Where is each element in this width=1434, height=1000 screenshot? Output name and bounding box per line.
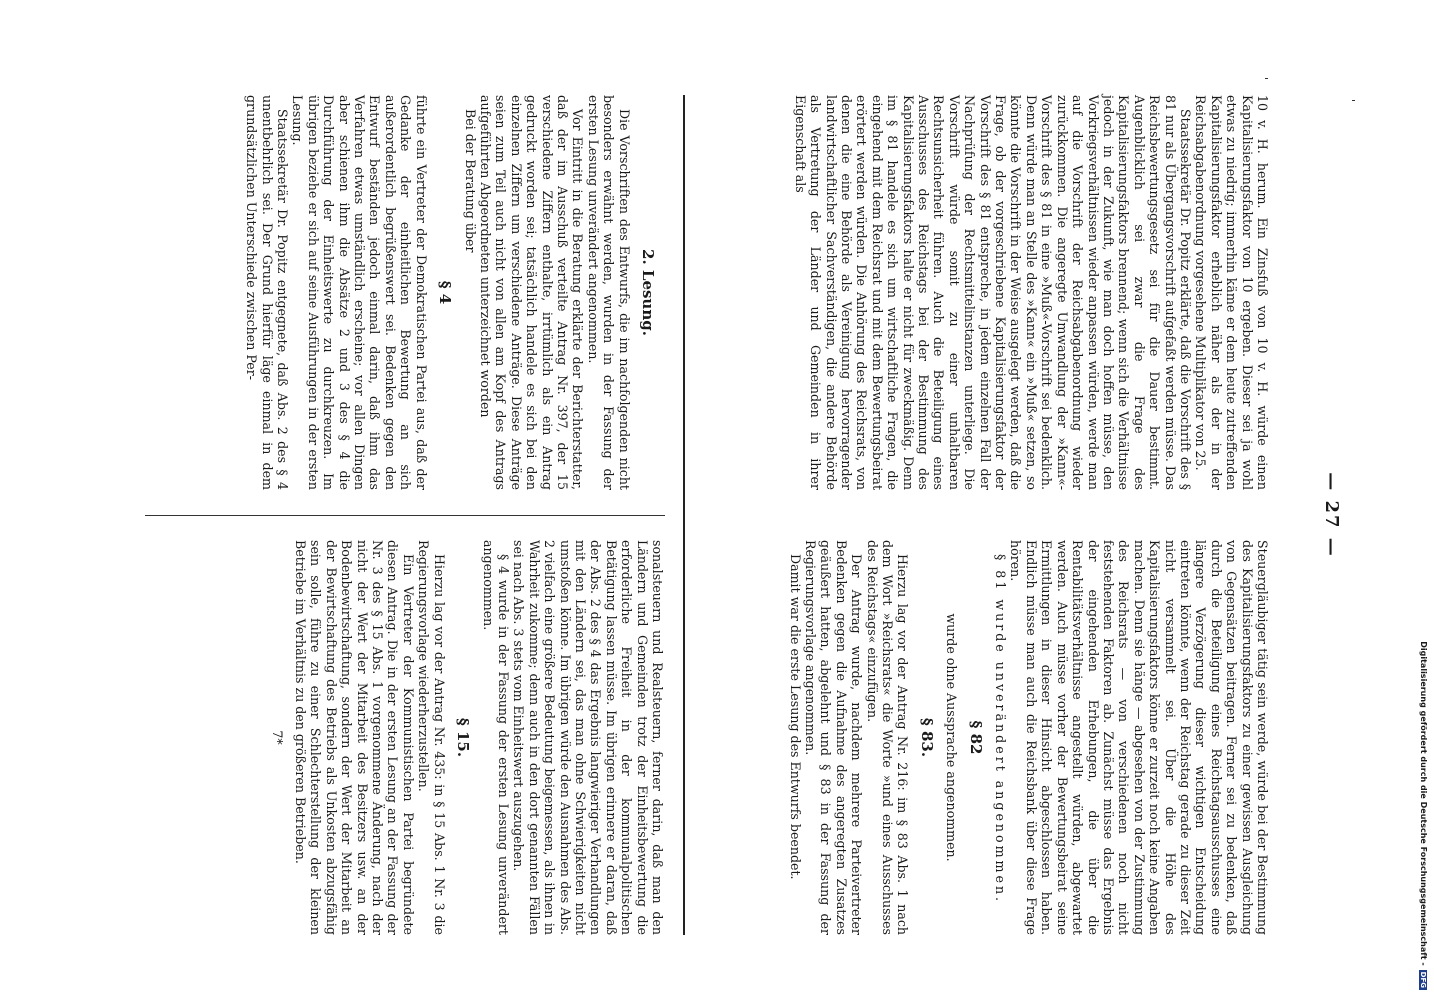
paragraph: Die Vorschriften des Entwurfs, die im nachfolgenden nicht besonders erwähnt werden, wurden in der Fassung der ersten Lesung unverändert angenommen. [585,95,632,490]
paragraph: führte ein Vertreter der Demokratischen Partei aus, daß der Gedanke der einheitlichen Bewertung an sich außerordentlich begrüßenswert sei. Bedenken gegen den Entwurf beständen jedoch einmal darin, daß ihm das Verfahren etwas umständlich erscheine; vor allen Dingen aber schienen ihm die Absätze 2 und 3 des § 4 die Durchführung der Einheitswerte zu durchkreuzen. Im übrigen beziehe er sich auf seine Ausführungen in der ersten Lesung. [290,95,429,490]
scan-speck [1352,100,1355,101]
column-top-right [710,540,1270,935]
scan-speck [1265,78,1268,79]
section-divider [683,95,685,935]
column-bottom-right [145,540,665,935]
paragraph: Staatssekretär Dr. Popitz entgegnete, daß Abs. 2 des § 4 unentbehrlich sei. Der Grund hierfür läge einmal in dem grundsätzlichen Unterschiede zwischen Per- [244,95,291,490]
paragraph: Der Antrag wurde, nachdem mehrere Parteivertreter Bedenken gegen die Aufnahme des angeregten Zusatzes geäußert hatten, abgelehnt und § 83 in der Fassung der Regierungsvorlage angenommen. [803,540,865,935]
column-bottom-left [145,95,665,490]
dfg-logo: DFG [1419,971,1427,988]
paragraph: Staatssekretär Dr. Popitz erklärte, daß die Vorschrift des § 81 nur als Übergangsvorschrift aufgefaßt werden müsse. Das Reichsbewertungsgesetz sei für die Dauer bestimmt. Augenblicklich sei zwar die Frage des Kapitalisierungsfaktors brennend; wenn sich die Verhältnisse jedoch in der Zukunft, wie man doch hoffen müsse, den Vorkriegsverhältnissen wieder anpassen würden, werde man auf die Vorschrift der Reichsabgabenordnung wieder zurückkommen. Die angeregte Umwandlung der »Kann«-Vorschrift des § 81 in eine »Muß«-Vorschrift sei bedenklich. Denn würde man an Stelle des »Kann« ein »Muß« setzen, so könnte die Vorschrift in der Weise ausgelegt werden, daß die Frage, ob der vorgeschriebene Kapitalisierungsfaktor der Vorschrift des § 81 entspreche, in jedem einzelnen Fall der Nachprüfung der Rechtsmittelinstanzen unterliege. Die Vorschrift würde somit zu einer unhaltbaren Rechtsunsicherheit führen. Auch die Beteiligung eines Ausschusses des Reichstags bei der Bestimmung des Kapitalisierungsfaktors halte er nicht für zweckmäßig. Denn im § 81 handele es sich um wirtschaftliche Fragen, die eingehend mit dem Reichsrat und mit dem Bewertungsbeirat erörtert werden würden. Die Anhörung des Reichsrats, von denen die eine Behörde als Vereinigung hervorragender landwirtschaftlicher Sachverständigen, die andere Behörde als Vertretung der Länder und Gemeinden in ihrer Eigenschaft als [792,95,1193,490]
paragraph: Hierzu lag vor der Antrag Nr. 216: im § 83 Abs. 1 nach dem Wort »Reichsrats« die Worte »und eines Ausschusses des Reichstags« einzufügen. [864,540,911,935]
column-top-left [710,95,1270,490]
paragraph: Damit war die erste Lesung des Entwurfs beendet. [787,554,803,880]
paragraph: wurde ohne Aussprache angenommen. [944,613,960,862]
paragraph: Ein Vertreter der Kommunistischen Partei begründete diesen Antrag. Die in der ersten Lesung an der Fassung der Nr. 3 des § 15 Abs. 1 vorgenommene Änderung, nach der nicht der Wert der Mitarbeit des Besitzers usw. an der Bodenbewirtschaftung, sondern der Wert der Mitarbeit an der Bewirtschaftung des Betriebs als Unkosten abzugsfähig sein solle, führe zu einer Schlechterstellung der kleinen Betriebe im Verhältnis zu den größeren Betrieben. [293,540,416,935]
signature-mark: 7* [269,730,285,745]
paragraph: Steuergläubiger tätig sein werde, würde bei der Bestimmung des Kapitalisierungsfaktors zu einer gewissen Ausgleichung von Gegensätzen beitragen. Ferner sei zu bedenken, daß durch die Beteiligung eines Reichstagsausschusses eine längere Verzögerung dieser wichtigen Entscheidung eintreten könnte, wenn der Reichstag gerade zu dieser Zeit nicht versammelt sei. Über die Höhe des Kapitalisierungsfaktors könne er zurzeit noch keine Angaben machen. Denn sie hänge — abgesehen von der Zustimmung des Reichsrats — von verschiedenen noch nicht feststehenden Faktoren ab. Zunächst müsse das Ergebnis der eingehenden Erhebungen, die über die Rentabilitätsverhältnisse angestellt würden, abgewartet werden. Auch müsse vorher der Bewertungsbeirat seine Ermittlungen in dieser Hinsicht abgeschlossen haben. Endlich müsse man auch die Reichsbank über diese Frage hören. [1008,540,1270,935]
paragraph: Vor Eintritt in die Beratung erklärte der Berichterstatter, daß der im Ausschuß verteilte Antrag Nr. 397, der 15 verschiedene Ziffern enthalte, irrtümlich als ein Antrag gedruckt worden sei; tatsächlich handele es sich bei den einzelnen Ziffern um verschiedene Anträge. Diese Anträge seien zum Teil auch nicht von allen am Kopf des Antrags aufgeführten Abgeordneten unterzeichnet worden [477,95,586,490]
section-heading-4: § 4 [436,280,455,305]
credit-label: Digitalisierung gefördert durch die Deutsche Forschungsgemeinschaft - [1419,641,1428,966]
paragraph: sonalsteuern und Realsteuern, ferner darin, daß man den Ländern und Gemeinden trotz der Einheitsbewertung die erforderliche Freiheit in der kommunalpolitischen Betätigung lassen müsse. Im übrigen erinnere er daran, daß der Abs. 2 des § 4 das Ergebnis langwieriger Verhandlungen mit den Ländern sei, das man ohne Schwierigkeiten nicht umstoßen könne. Im übrigen würde den Ausnahmen des Abs. 2 vielfach eine größere Bedeutung beigemessen, als ihnen in Wahrheit zukomme; denn auch in den dort genannten Fällen sei nach Abs. 3 stets vom Einheitswert auszugehen. [511,540,665,935]
column-divider [145,515,665,516]
section-heading-83: § 83. [917,717,936,758]
paragraph: § 81 wurde unverändert angenommen. [993,554,1009,905]
section-heading-82: § 82 [966,720,985,755]
document-page [90,95,1342,935]
rotated-page-content [90,95,1342,935]
section-heading-15: § 15. [454,717,473,758]
section-heading-second-reading: 2. Lesung. [639,249,657,336]
digitization-credit-text [1400,0,1430,1000]
paragraph: Hierzu lag vor der Antrag Nr. 435: in § 15 Abs. 1 Nr. 3 die Regierungsvorlage wiederherzustellen. [416,540,447,935]
paragraph: Bei der Beratung über [462,109,478,253]
page-number: — 27 — [1321,472,1342,558]
digitization-credit [1400,0,1430,1000]
paragraph: § 4 wurde in der Fassung der ersten Lesung unverändert angenommen. [480,540,511,935]
paragraph: 10 v. H. herum. Ein Zinsfuß von 10 v. H. würde einen Kapitalisierungsfaktor von 10 ergeben. Dieser sei ja wohl etwas zu niedrig; immerhin käme er dem heute zutreffenden Kapitalisierungsfaktor erheblich näher als der in der Reichsabgabenordnung vorgesehene Multiplikator von 25. [1193,95,1270,490]
